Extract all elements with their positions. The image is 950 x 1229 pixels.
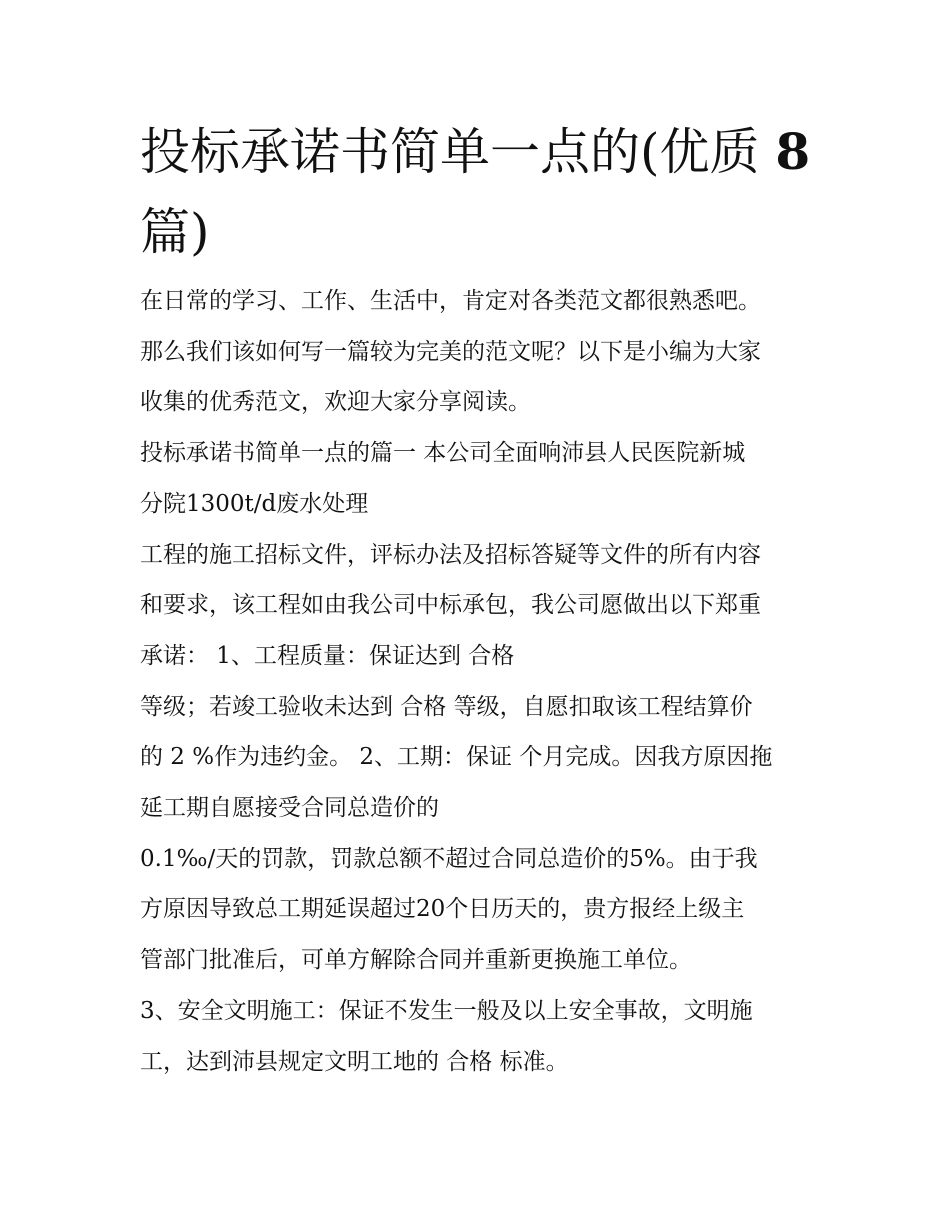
body-line: 0.1‰/天的罚款，罚款总额不超过合同总造价的5%。由于我: [140, 845, 758, 872]
body-line: 等级；若竣工验收未达到 合格 等级，自愿扣取该工程结算价: [140, 693, 753, 720]
document-body: [140, 276, 830, 1087]
body-line: 收集的优秀范文，欢迎大家分享阅读。: [140, 389, 531, 416]
body-line: 方原因导致总工期延误超过20个日历天的，贵方报经上级主: [140, 896, 745, 923]
body-line: 的 2 %作为违约金。 2、工期：保证 个月完成。因我方原因拖: [140, 744, 773, 771]
body-line: 和要求，该工程如由我公司中标承包，我公司愿做出以下郑重: [140, 592, 761, 619]
body-line: 承诺： 1、工程质量：保证达到 合格: [140, 642, 515, 669]
body-line: 工，达到沛县规定文明工地的 合格 标准。: [140, 1048, 569, 1075]
title-line-2: 篇): [140, 203, 210, 261]
body-line: 投标承诺书简单一点的篇一 本公司全面响沛县人民医院新城: [140, 440, 746, 467]
body-line: 管部门批准后，可单方解除合同并重新更换施工单位。: [140, 947, 692, 974]
body-line: 分院1300t/d废水处理: [140, 490, 369, 517]
body-line: 在日常的学习、工作、生活中，肯定对各类范文都很熟悉吧。: [140, 288, 761, 314]
title-line-1: 投标承诺书简单一点的(优质: [140, 123, 760, 181]
document-title: [140, 112, 830, 272]
body-line: 工程的施工招标文件，评标办法及招标答疑等文件的所有内容: [140, 541, 761, 568]
title-number: 8: [775, 122, 811, 181]
body-line: 延工期自愿接受合同总造价的: [140, 795, 439, 822]
body-line: 3、安全文明施工：保证不发生一般及以上安全事故，文明施: [140, 997, 753, 1024]
body-line: 那么我们该如何写一篇较为完美的范文呢？以下是小编为大家: [140, 338, 761, 365]
